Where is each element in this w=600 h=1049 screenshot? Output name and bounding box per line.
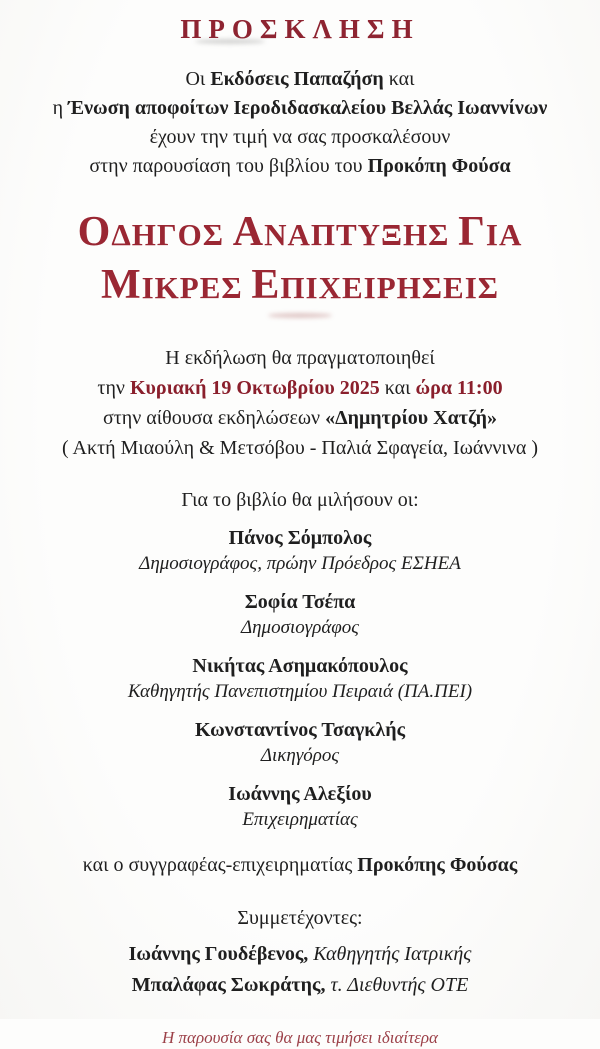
event-date: Κυριακή 19 Οκτωβρίου 2025 [129, 377, 380, 399]
author-line [0, 851, 600, 879]
speakers-heading: Για το βιβλίο θα μιλήσουν οι: [181, 489, 419, 511]
footer-note: Η παρουσία σας θα μας τιμήσει ιδιαίτερα [162, 1028, 438, 1047]
event-line-address: ( Ακτή Μιαούλη & Μετσόβου - Παλιά Σφαγεία, Ιωάννινα ) [62, 437, 538, 459]
speaker-role: Επιχειρηματίας [242, 809, 358, 830]
speaker-entry [0, 525, 600, 577]
speaker-name: Σοφία Τσέπα [244, 591, 356, 613]
speaker-entry [0, 653, 600, 705]
event-date-middle: και [379, 377, 416, 399]
speakers-list [0, 525, 600, 833]
event-line-datetime [0, 373, 600, 403]
speaker-role: Δημοσιογράφος, πρώην Πρόεδρος ΕΣΗΕΑ [139, 553, 461, 574]
invitation-heading: ΠΡΟΣΚΛΗΣΗ [180, 14, 420, 44]
participant-name: Ιωάννης Γουδέβενος, [128, 943, 309, 965]
association-name: Ένωση αποφοίτων Ιεροδιδασκαλείου Βελλάς Ιωαννίνων [68, 97, 548, 119]
event-date-prefix: την [97, 377, 130, 399]
participants-list [0, 939, 600, 1001]
book-title-line-1: ΟΔΗΓΟΣ ΑΝΑΠΤΥΞΗΣ ΓΙΑ [77, 209, 523, 255]
event-time: ώρα 11:00 [415, 377, 503, 399]
event-line-announce: Η εκδήλωση θα πραγματοποιηθεί [165, 347, 435, 369]
speaker-role: Καθηγητής Πανεπιστημίου Πειραιά (ΠΑ.ΠΕΙ) [127, 681, 473, 702]
intro-line-publisher-prefix: Οι [185, 68, 211, 90]
book-title-line-2: ΜΙΚΡΕΣ ΕΠΙΧΕΙΡΗΣΕΙΣ [100, 262, 500, 308]
participant-entry [0, 939, 600, 970]
speaker-entry [0, 717, 600, 769]
speaker-entry [0, 589, 600, 641]
speaker-name: Πάνος Σόμπολος [228, 527, 372, 549]
intro-section [0, 65, 600, 181]
intro-line-publisher [0, 65, 600, 94]
intro-line-book-prefix: στην παρουσίαση του βιβλίου του [89, 155, 368, 177]
book-title [0, 207, 600, 313]
speaker-name: Ιωάννης Αλεξίου [228, 783, 372, 805]
intro-line-association-prefix: η [52, 97, 69, 119]
scan-artifact-smudge [268, 313, 332, 318]
intro-line-book [0, 152, 600, 181]
author-full-name: Προκόπης Φούσας [357, 854, 518, 876]
speaker-role: Δημοσιογράφος [240, 617, 360, 638]
speaker-name: Νικήτας Ασημακόπουλος [192, 655, 408, 677]
speaker-entry [0, 781, 600, 833]
intro-line-invite: έχουν την τιμή να σας προσκαλέσουν [149, 126, 451, 148]
speaker-name: Κωνσταντίνος Τσαγκλής [195, 719, 405, 741]
event-line-venue [0, 403, 600, 433]
event-venue-prefix: στην αίθουσα εκδηλώσεων [102, 407, 326, 429]
event-details-section [0, 343, 600, 463]
participant-role: Καθηγητής Ιατρικής [308, 943, 472, 965]
publisher-name: Εκδόσεις Παπαζήση [210, 68, 384, 90]
author-name: Προκόπη Φούσα [367, 155, 511, 177]
intro-line-publisher-suffix: και [383, 68, 415, 90]
participant-role: τ. Διεθυντής ΟΤΕ [325, 974, 469, 996]
participant-name: Μπαλάφας Σωκράτης, [131, 974, 326, 996]
participant-entry [0, 970, 600, 1001]
intro-line-association [0, 94, 600, 123]
participants-heading: Συμμετέχοντες: [237, 907, 363, 929]
author-line-prefix: και ο συγγραφέας-επιχειρηματίας [82, 854, 358, 876]
event-venue-name: «Δημητρίου Χατζή» [325, 407, 498, 429]
speaker-role: Δικηγόρος [260, 745, 340, 766]
